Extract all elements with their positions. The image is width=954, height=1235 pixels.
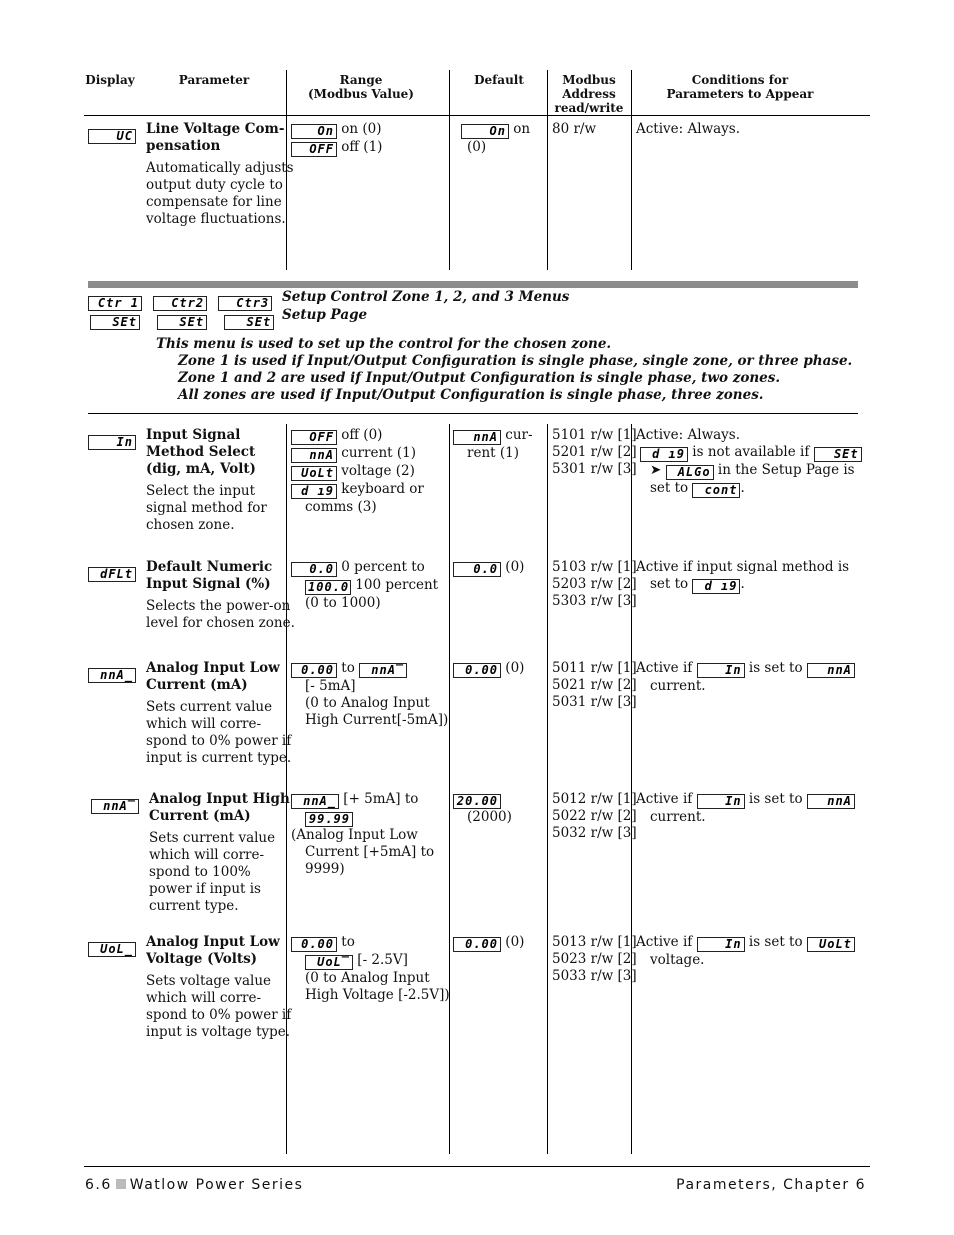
conditions-dflt <box>636 559 849 594</box>
lcd-value: ALGo <box>666 465 714 480</box>
default-text: (0) <box>505 559 525 575</box>
lcd-value: UoLt <box>807 937 855 952</box>
header-modbus-1: Modbus <box>562 73 616 87</box>
modbus-address: 5022 r/w [2] <box>552 808 637 824</box>
conditions-vl <box>636 934 855 969</box>
lcd-value: 0.00 <box>453 663 501 678</box>
condition-text: set to <box>650 576 689 592</box>
display-lcd-mal <box>88 662 136 683</box>
param-title: Current (mA) <box>149 808 251 824</box>
range-vl <box>291 934 450 1004</box>
lcd-value: 99.99 <box>305 812 353 827</box>
range-dflt <box>291 559 438 612</box>
modbus-address: 5023 r/w [2] <box>552 951 637 967</box>
modbus-address: 5301 r/w [3] <box>552 461 637 477</box>
header-modbus-3: read/write <box>554 101 624 115</box>
lcd-value: nnA‾ <box>359 663 407 678</box>
lcd-value: nnA_ <box>88 668 136 683</box>
condition-text: in the Setup Page is <box>717 462 855 478</box>
param-desc: Select the input <box>146 483 255 499</box>
param-mal <box>146 660 291 767</box>
header-conditions <box>640 73 840 101</box>
conditions-in <box>636 427 862 498</box>
default-mal <box>453 660 524 678</box>
range-text: High Voltage [-2.5V]) <box>305 987 450 1003</box>
range-in <box>291 427 424 516</box>
param-desc: output duty cycle to <box>146 177 283 193</box>
lcd-value: nnA <box>807 794 855 809</box>
param-title: Default Numeric <box>146 559 273 575</box>
modbus-address: 5203 r/w [2] <box>552 576 637 592</box>
param-title: Analog Input Low <box>146 660 280 676</box>
range-text: to <box>341 660 355 676</box>
lcd-value: SEt <box>224 315 274 330</box>
lcd-value: 20.00 <box>453 794 501 809</box>
footer-manual-title: Watlow Power Series <box>129 1177 304 1193</box>
condition-text: Active if <box>636 660 693 676</box>
modbus-lvc: 80 r/w <box>552 121 597 137</box>
lcd-value: In <box>697 794 745 809</box>
range-text: Current [+5mA] to <box>305 844 435 860</box>
range-text: comms (3) <box>305 499 377 515</box>
range-lvc <box>291 121 382 157</box>
lcd-value: Ctr 1 <box>88 296 142 311</box>
range-text: High Current[-5mA]) <box>305 712 449 728</box>
header-conditions-2: Parameters to Appear <box>666 87 814 101</box>
param-lvc <box>146 121 294 228</box>
lcd-value: dFLt <box>88 567 136 582</box>
default-text: (0) <box>467 139 487 155</box>
range-text: off (0) <box>341 427 383 443</box>
display-lcd-vl <box>88 936 136 957</box>
range-text: on (0) <box>341 121 382 137</box>
col-divider <box>547 424 548 1154</box>
lcd-value: On <box>461 124 509 139</box>
default-text: (0) <box>505 934 525 950</box>
range-text: (0 to 1000) <box>305 595 381 611</box>
display-lcd-in <box>88 429 136 450</box>
lcd-value: d ı9 <box>640 447 688 462</box>
menu-note-2: Zone 1 is used if Input/Output Configuration is single phase, single zone, or three phase. <box>178 353 853 369</box>
param-title: Current (mA) <box>146 677 248 693</box>
condition-text: Active if <box>636 791 693 807</box>
condition-text: Active if <box>636 934 693 950</box>
header-display: Display <box>85 73 135 87</box>
range-text: (0 to Analog Input <box>305 695 430 711</box>
range-text: 9999) <box>305 861 345 877</box>
range-text: [+ 5mA] to <box>343 791 419 807</box>
default-vl <box>453 934 524 952</box>
param-vl <box>146 934 291 1041</box>
lcd-value: In <box>697 937 745 952</box>
modbus-in <box>552 427 637 478</box>
condition-text: . <box>740 576 745 592</box>
condition-text: current. <box>650 678 706 694</box>
condition-text: current. <box>650 809 706 825</box>
param-desc: current type. <box>149 898 239 914</box>
param-mah <box>149 791 290 915</box>
page-number: 6.6 <box>85 1177 112 1193</box>
param-desc: spond to 0% power if <box>146 733 292 749</box>
lcd-value: 0.00 <box>291 663 337 678</box>
param-desc: spond to 100% <box>149 864 251 880</box>
range-text: keyboard or <box>341 481 424 497</box>
range-text: [- 5mA] <box>305 678 356 694</box>
param-desc: signal method for <box>146 500 267 516</box>
col-divider <box>286 424 287 1154</box>
footer-rule <box>84 1166 870 1167</box>
display-lcd-lvc <box>88 123 136 144</box>
header-default: Default <box>474 73 524 87</box>
default-text: cur- <box>505 427 533 443</box>
lcd-value: d ı9 <box>692 579 740 594</box>
lcd-value: Ctr3 <box>218 296 272 311</box>
param-desc: level for chosen zone. <box>146 615 295 631</box>
header-range-label: Range <box>339 73 383 87</box>
condition-text: Active if input signal method is <box>636 559 850 575</box>
param-in <box>146 427 267 534</box>
menu-lcds <box>88 290 274 330</box>
lcd-value: In <box>88 435 136 450</box>
menu-note-3: Zone 1 and 2 are used if Input/Output Configuration is single phase, two zones. <box>178 370 781 386</box>
lcd-value: SEt <box>157 315 207 330</box>
param-title: Analog Input High <box>149 791 290 807</box>
lcd-value: UC <box>88 129 136 144</box>
header-parameter: Parameter <box>178 73 250 87</box>
range-text: voltage (2) <box>341 463 415 479</box>
range-text: [- 2.5V] <box>357 952 408 968</box>
display-lcd-dflt <box>88 561 136 582</box>
range-text: to <box>341 934 355 950</box>
lcd-value: 0.00 <box>453 937 501 952</box>
param-desc: power if input is <box>149 881 261 897</box>
lcd-value: UoLt <box>291 466 337 481</box>
param-desc: input is voltage type. <box>146 1024 291 1040</box>
lcd-value: nnA‾ <box>91 799 139 814</box>
param-title: Line Voltage Com- <box>146 121 285 137</box>
col-divider <box>449 424 450 1154</box>
param-title: (dig, mA, Volt) <box>146 461 256 477</box>
arrow-right-icon: ➤ <box>650 462 662 478</box>
range-text: (Analog Input Low <box>291 827 418 843</box>
display-lcd-mah <box>91 793 139 814</box>
lcd-value: UoL‾ <box>305 955 353 970</box>
menu-note-4: All zones are used if Input/Output Configuration is single phase, three zones. <box>178 387 764 403</box>
param-desc: compensate for line <box>146 194 282 210</box>
lcd-value: UoL_ <box>88 942 136 957</box>
header-range <box>290 73 432 101</box>
condition-text: is not available if <box>692 444 810 460</box>
param-desc: Automatically adjusts <box>146 160 294 176</box>
lcd-value: OFF <box>291 430 337 445</box>
default-text: on <box>513 121 531 137</box>
menu-note-1: This menu is used to set up the control for the chosen zone. <box>156 336 612 352</box>
param-title: Method Select <box>146 444 256 460</box>
lcd-value: 100.0 <box>305 580 351 595</box>
col-divider <box>547 70 548 270</box>
modbus-address: 5033 r/w [3] <box>552 968 637 984</box>
lcd-value: 0.0 <box>291 562 337 577</box>
modbus-address: 5021 r/w [2] <box>552 677 637 693</box>
modbus-mah <box>552 791 637 842</box>
menu-title: Setup Control Zone 1, 2, and 3 Menus <box>282 289 570 305</box>
default-text: (2000) <box>467 809 512 825</box>
default-text: rent (1) <box>467 445 519 461</box>
range-mal <box>291 660 448 729</box>
default-dflt <box>453 559 524 577</box>
modbus-address: 5011 r/w [1] <box>552 660 637 676</box>
range-text: 0 percent to <box>341 559 425 575</box>
col-divider <box>631 70 632 270</box>
section-divider-bar <box>88 281 858 288</box>
header-conditions-1: Conditions for <box>691 73 789 87</box>
section-rule <box>88 413 858 414</box>
lcd-value: nnA <box>291 448 337 463</box>
param-desc: Sets voltage value <box>146 973 272 989</box>
default-in <box>453 427 533 462</box>
square-bullet-icon <box>116 1179 126 1189</box>
condition-text: voltage. <box>650 952 705 968</box>
lcd-value: SEt <box>90 315 140 330</box>
param-desc: voltage fluctuations. <box>146 211 286 227</box>
range-text: 100 percent <box>355 577 439 593</box>
lcd-value: 0.00 <box>291 937 337 952</box>
default-mah <box>453 791 512 826</box>
footer-left <box>85 1177 303 1193</box>
modbus-address: 5303 r/w [3] <box>552 593 637 609</box>
modbus-address: 5031 r/w [3] <box>552 694 637 710</box>
modbus-address: 5013 r/w [1] <box>552 934 637 950</box>
lcd-value: nnA <box>807 663 855 678</box>
modbus-mal <box>552 660 637 711</box>
modbus-address: 5101 r/w [1] <box>552 427 637 443</box>
menu-subtitle: Setup Page <box>282 307 368 323</box>
param-desc: chosen zone. <box>146 517 235 533</box>
condition-text: Active: Always. <box>636 427 741 443</box>
condition-text: is set to <box>748 934 803 950</box>
col-divider <box>449 70 450 270</box>
param-desc: spond to 0% power if <box>146 1007 292 1023</box>
header-rule <box>84 115 870 116</box>
conditions-lvc: Active: Always. <box>636 121 741 137</box>
default-lvc <box>461 121 530 156</box>
conditions-mal <box>636 660 855 695</box>
header-modbus-2: Address <box>562 87 616 101</box>
header-range-sub: (Modbus Value) <box>308 87 414 101</box>
param-desc: Sets current value <box>149 830 276 846</box>
range-text: off (1) <box>341 139 383 155</box>
range-text: (0 to Analog Input <box>305 970 430 986</box>
param-desc: which will corre- <box>146 716 262 732</box>
param-desc: which will corre- <box>149 847 265 863</box>
param-desc: Sets current value <box>146 699 273 715</box>
default-text: (0) <box>505 660 525 676</box>
param-title: Voltage (Volts) <box>146 951 258 967</box>
modbus-vl <box>552 934 637 985</box>
modbus-address: 5103 r/w [1] <box>552 559 637 575</box>
lcd-value: Ctr2 <box>153 296 207 311</box>
param-title: Input Signal <box>146 427 241 443</box>
lcd-value: OFF <box>291 142 337 157</box>
param-dflt <box>146 559 295 632</box>
condition-text: . <box>740 480 745 496</box>
modbus-address: 5032 r/w [3] <box>552 825 637 841</box>
header-modbus <box>550 73 628 115</box>
modbus-dflt <box>552 559 637 610</box>
lcd-value: On <box>291 124 337 139</box>
param-title: Input Signal (%) <box>146 576 271 592</box>
range-text: current (1) <box>341 445 416 461</box>
param-desc: input is current type. <box>146 750 292 766</box>
col-divider <box>631 424 632 1154</box>
range-mah <box>291 791 434 878</box>
lcd-value: cont <box>692 483 740 498</box>
footer-right: Parameters, Chapter 6 <box>676 1177 866 1193</box>
conditions-mah <box>636 791 855 826</box>
lcd-value: nnA_ <box>291 794 339 809</box>
param-title: pensation <box>146 138 221 154</box>
lcd-value: nnA <box>453 430 501 445</box>
lcd-value: In <box>697 663 745 678</box>
modbus-address: 5201 r/w [2] <box>552 444 637 460</box>
condition-text: is set to <box>748 660 803 676</box>
lcd-value: 0.0 <box>453 562 501 577</box>
param-desc: Selects the power-on <box>146 598 291 614</box>
lcd-value: SEt <box>814 447 862 462</box>
condition-text: set to <box>650 480 689 496</box>
param-title: Analog Input Low <box>146 934 280 950</box>
lcd-value: d ı9 <box>291 484 337 499</box>
param-desc: which will corre- <box>146 990 262 1006</box>
modbus-address: 5012 r/w [1] <box>552 791 637 807</box>
condition-text: is set to <box>748 791 803 807</box>
